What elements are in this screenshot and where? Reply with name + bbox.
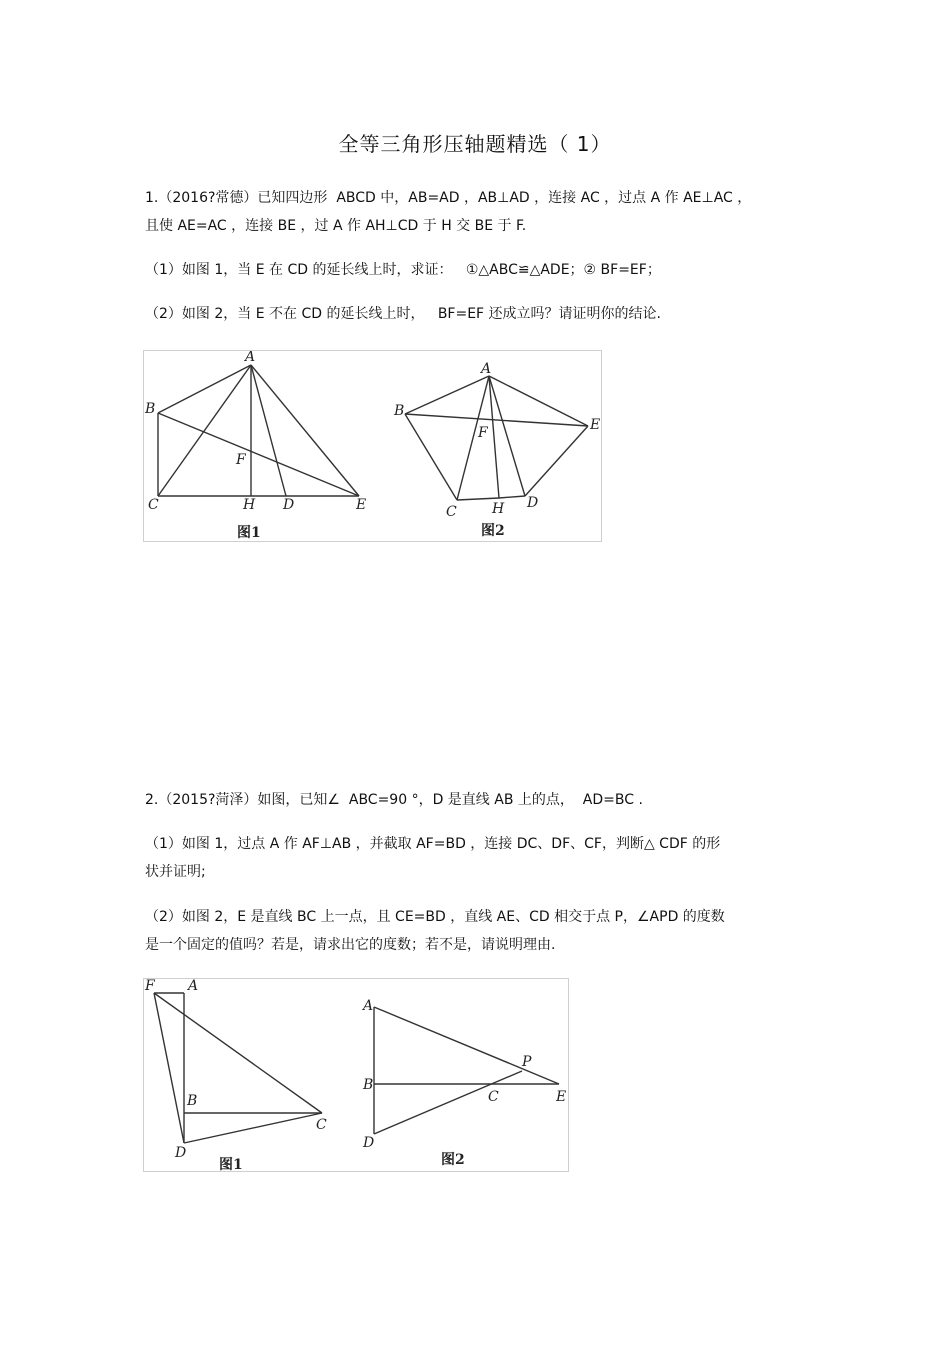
segment-ad (251, 365, 286, 496)
segment-ch (457, 498, 499, 500)
problem2-part2-line2: 是一个固定的值吗？若是，请求出它的度数；若不是，请说明理由. (145, 937, 556, 953)
problem1-figure-panel (143, 350, 602, 542)
figure2-caption: 图2 (481, 523, 505, 539)
label-b: B (145, 401, 156, 417)
label-c: C (446, 504, 457, 520)
figure1-caption: 图1 (237, 525, 261, 541)
label-e: E (556, 1089, 567, 1105)
segment-de (525, 426, 588, 496)
problem1-figure1 (144, 351, 366, 541)
segment-fd (154, 993, 184, 1143)
problem1-figures-svg (144, 351, 601, 541)
label-f: F (145, 979, 155, 994)
problem2-stem: 2.（2015?菏泽）如图，已知∠ ABC=90 °，D 是直线 AB 上的点， AD=BC . (145, 792, 643, 808)
problem2-figure-panel (143, 978, 569, 1172)
label-e: E (356, 497, 367, 513)
segment-be (405, 414, 588, 426)
label-b: B (363, 1077, 374, 1093)
figure2-caption: 图2 (441, 1152, 465, 1168)
segment-ab (405, 376, 489, 414)
problem1-stem-line1: 1.（2016?常德）已知四边形 ABCD 中，AB=AD ，AB⊥AD ，连接 AC ，过点 A 作 AE⊥AC ， (145, 190, 752, 206)
label-p: P (522, 1054, 532, 1070)
label-b: B (394, 403, 405, 419)
problem1-part1: （1）如图 1，当 E 在 CD 的延长线上时，求证： ①△ABC≌△ADE；② BF=EF； (145, 262, 661, 278)
segment-hd (499, 496, 525, 498)
segment-ab (158, 365, 251, 413)
problem1-figure2 (393, 361, 600, 539)
problem2-figures-svg (144, 979, 568, 1171)
label-d: D (363, 1135, 375, 1151)
segment-ae (251, 365, 359, 496)
segment-dp (374, 1071, 522, 1134)
label-h: H (243, 497, 256, 513)
label-f: F (236, 452, 246, 468)
problem1-stem-line2: 且使 AE=AC ，连接 BE ，过 A 作 AH⊥CD 于 H 交 BE 于 F. (145, 218, 527, 234)
label-a: A (245, 351, 256, 365)
label-d: D (283, 497, 295, 513)
problem2-part2-line1: （2）如图 2，E 是直线 BC 上一点，且 CE=BD ，直线 AE、CD 相交于点 P，∠APD 的度数 (145, 909, 725, 925)
segment-fc (154, 993, 322, 1113)
label-a: A (188, 979, 199, 994)
label-d: D (175, 1145, 187, 1161)
label-c: C (148, 497, 159, 513)
label-c: C (488, 1089, 499, 1105)
problem2-figure1 (144, 979, 327, 1171)
label-a: A (481, 361, 492, 377)
problem2-part1-line1: （1）如图 1，过点 A 作 AF⊥AB ，并截取 AF=BD ，连接 DC、DF、CF，判断△ CDF 的形 (145, 836, 721, 852)
page-title: 全等三角形压轴题精选（ 1） (338, 132, 612, 156)
label-h: H (492, 501, 505, 517)
label-d: D (527, 495, 539, 511)
label-c: C (316, 1117, 327, 1133)
label-f: F (478, 425, 488, 441)
segment-bc (405, 414, 457, 500)
problem1-part2: （2）如图 2，当 E 不在 CD 的延长线上时， BF=EF 还成立吗？请证明你的结论. (145, 306, 662, 322)
figure1-caption: 图1 (219, 1157, 243, 1171)
segment-ae (374, 1007, 559, 1084)
label-e: E (590, 417, 601, 433)
problem2-figure2 (361, 998, 566, 1168)
segment-dc (184, 1113, 322, 1143)
problem2-part1-line2: 状并证明; (145, 864, 206, 880)
segment-ae (489, 376, 588, 426)
label-a: A (363, 998, 374, 1014)
segment-ac (158, 365, 251, 496)
label-b: B (187, 1093, 198, 1109)
